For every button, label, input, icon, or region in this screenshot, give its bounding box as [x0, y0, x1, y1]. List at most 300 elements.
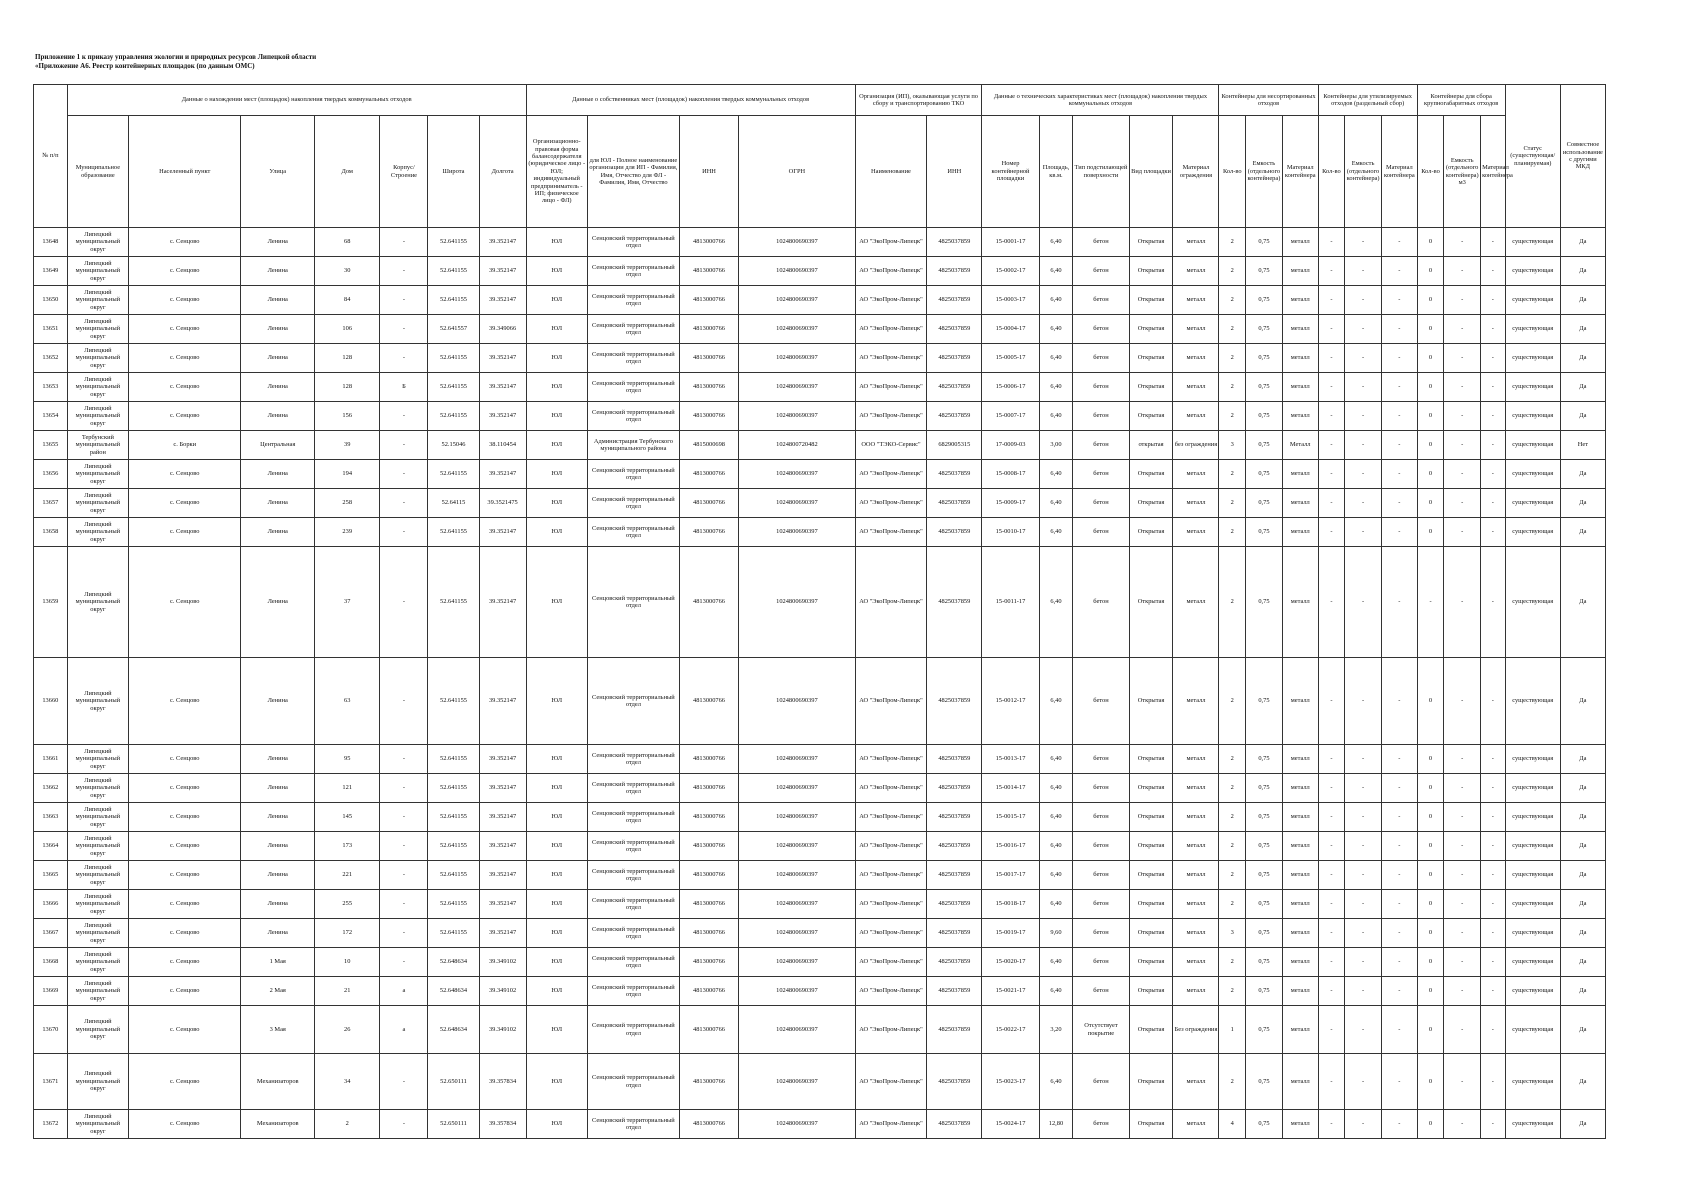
table-cell: с. Сенцово [129, 286, 241, 315]
table-cell: - [1318, 1006, 1345, 1054]
table-cell: существующая [1505, 832, 1560, 861]
table-cell: 4825037859 [927, 518, 982, 547]
registry-body [34, 228, 1606, 1139]
table-cell: - [1345, 890, 1382, 919]
table-cell: Нет [1560, 431, 1605, 460]
table-cell: 0,75 [1246, 402, 1283, 431]
table-cell: 2 [1219, 890, 1246, 919]
table-cell: Сенцовский территориальный отдел [587, 547, 679, 658]
table-cell: Ленина [241, 832, 315, 861]
table-cell: 4813000766 [679, 803, 738, 832]
table-cell: 4825037859 [927, 774, 982, 803]
header-status: Статус (существующая/ планируемая) [1505, 85, 1560, 228]
table-cell: - [1318, 257, 1345, 286]
table-cell: 52.641155 [428, 745, 479, 774]
table-cell: 39.352147 [479, 402, 526, 431]
table-cell: 0 [1417, 977, 1444, 1006]
table-cell: 2 [1219, 977, 1246, 1006]
table-cell: металл [1173, 547, 1219, 658]
table-cell: Да [1560, 315, 1605, 344]
table-cell: - [380, 832, 428, 861]
table-row [34, 373, 1606, 402]
table-cell: АО "ЭкоПром-Липецк" [855, 228, 927, 257]
registry-table [33, 84, 1606, 1139]
table-cell: 52.641557 [428, 315, 479, 344]
table-cell: 2 [1219, 774, 1246, 803]
table-cell: - [1318, 1110, 1345, 1139]
table-cell: 0 [1417, 832, 1444, 861]
table-cell: АО "ЭкоПром-Липецк" [855, 1006, 927, 1054]
table-cell: бетон [1073, 890, 1129, 919]
table-cell: Ленина [241, 890, 315, 919]
table-cell: 52.64115 [428, 489, 479, 518]
table-cell: - [1417, 547, 1444, 658]
table-cell: существующая [1505, 948, 1560, 977]
table-cell: с. Сенцово [129, 803, 241, 832]
table-cell: Сенцовский территориальный отдел [587, 257, 679, 286]
table-cell: - [380, 547, 428, 658]
table-cell: - [1381, 1006, 1417, 1054]
table-cell: АО "ЭкоПром-Липецк" [855, 803, 927, 832]
table-cell: - [1381, 774, 1417, 803]
table-cell: металл [1282, 1110, 1318, 1139]
table-cell: - [1481, 286, 1506, 315]
table-cell: 15-0022-17 [982, 1006, 1039, 1054]
table-cell: 15-0010-17 [982, 518, 1039, 547]
table-cell: а [380, 977, 428, 1006]
table-cell: - [1318, 745, 1345, 774]
table-cell: 0 [1417, 1006, 1444, 1054]
table-cell: Сенцовский территориальный отдел [587, 402, 679, 431]
table-cell: - [380, 257, 428, 286]
table-cell: Да [1560, 861, 1605, 890]
table-cell: 34 [315, 1054, 380, 1110]
table-cell: с. Сенцово [129, 919, 241, 948]
table-cell: металл [1282, 460, 1318, 489]
table-cell: Сенцовский территориальный отдел [587, 861, 679, 890]
table-cell: металл [1282, 832, 1318, 861]
table-cell: АО "ЭкоПром-Липецк" [855, 745, 927, 774]
table-cell: - [380, 658, 428, 745]
table-cell: металл [1173, 890, 1219, 919]
table-cell: с. Сенцово [129, 832, 241, 861]
table-cell: - [1481, 861, 1506, 890]
table-cell: 4813000766 [679, 1006, 738, 1054]
table-row [34, 1054, 1606, 1110]
table-cell: металл [1282, 658, 1318, 745]
table-cell: Липецкий муниципальный округ [67, 373, 128, 402]
table-cell: существующая [1505, 344, 1560, 373]
header-material-separate: Материал контейнера [1381, 116, 1417, 228]
header-surface: Тип подстилающей поверхности [1073, 116, 1129, 228]
table-cell: - [1318, 658, 1345, 745]
table-cell: 4813000766 [679, 658, 738, 745]
table-cell: - [1444, 832, 1481, 861]
table-cell: - [1345, 257, 1382, 286]
table-cell: - [1481, 431, 1506, 460]
table-cell: 239 [315, 518, 380, 547]
table-cell: 1024800720482 [739, 431, 856, 460]
table-cell: 13660 [34, 658, 68, 745]
table-cell: - [1318, 861, 1345, 890]
table-cell: с. Сенцово [129, 228, 241, 257]
table-cell: 52.641155 [428, 803, 479, 832]
table-cell: 0 [1417, 431, 1444, 460]
table-cell: Б [380, 373, 428, 402]
table-cell: металл [1282, 803, 1318, 832]
table-cell: 2 [1219, 315, 1246, 344]
table-cell: - [1318, 803, 1345, 832]
table-cell: Механизаторов [241, 1110, 315, 1139]
table-cell: 84 [315, 286, 380, 315]
table-cell: Да [1560, 228, 1605, 257]
table-cell: металл [1282, 315, 1318, 344]
table-cell: - [1444, 286, 1481, 315]
table-cell: 0,75 [1246, 315, 1283, 344]
table-cell: 0,75 [1246, 373, 1283, 402]
table-cell: существующая [1505, 286, 1560, 315]
table-cell: 3,00 [1039, 431, 1073, 460]
header-inn: ИНН [679, 116, 738, 228]
table-cell: 4813000766 [679, 890, 738, 919]
table-cell: - [1481, 745, 1506, 774]
table-cell: 1024800690397 [739, 344, 856, 373]
table-row [34, 518, 1606, 547]
table-cell: 255 [315, 890, 380, 919]
table-cell: 39.352147 [479, 745, 526, 774]
table-cell: Сенцовский территориальный отдел [587, 832, 679, 861]
table-cell: - [1345, 803, 1382, 832]
table-cell: - [1318, 373, 1345, 402]
table-cell: 1024800690397 [739, 861, 856, 890]
table-cell: 39.349066 [479, 315, 526, 344]
table-cell: 4813000766 [679, 977, 738, 1006]
table-cell: 2 [1219, 402, 1246, 431]
table-cell: металл [1282, 1054, 1318, 1110]
table-cell: Сенцовский территориальный отдел [587, 919, 679, 948]
table-cell: Липецкий муниципальный округ [67, 919, 128, 948]
table-cell: - [1444, 658, 1481, 745]
table-cell: 2 [1219, 286, 1246, 315]
table-cell: существующая [1505, 431, 1560, 460]
table-cell: 13670 [34, 1006, 68, 1054]
table-cell: металл [1173, 1110, 1219, 1139]
table-cell: 39.352147 [479, 832, 526, 861]
table-cell: бетон [1073, 774, 1129, 803]
table-cell: открытая [1129, 431, 1173, 460]
table-cell: бетон [1073, 1054, 1129, 1110]
table-cell: Механизаторов [241, 1054, 315, 1110]
table-cell: Да [1560, 745, 1605, 774]
table-cell: - [1481, 518, 1506, 547]
table-cell: 6,40 [1039, 948, 1073, 977]
table-cell: - [1318, 1054, 1345, 1110]
table-cell: Сенцовский территориальный отдел [587, 373, 679, 402]
table-cell: - [380, 286, 428, 315]
table-cell: существующая [1505, 803, 1560, 832]
table-cell: АО "ЭкоПром-Липецк" [855, 861, 927, 890]
table-cell: 39.352147 [479, 518, 526, 547]
table-cell: 15-0019-17 [982, 919, 1039, 948]
table-cell: - [1381, 547, 1417, 658]
table-row [34, 228, 1606, 257]
table-cell: существующая [1505, 1006, 1560, 1054]
table-cell: - [1318, 489, 1345, 518]
table-cell: - [1381, 228, 1417, 257]
table-cell: 0 [1417, 257, 1444, 286]
table-cell: 6,40 [1039, 286, 1073, 315]
table-cell: Да [1560, 1054, 1605, 1110]
table-cell: 1024800690397 [739, 745, 856, 774]
table-cell: существующая [1505, 547, 1560, 658]
table-cell: существующая [1505, 518, 1560, 547]
table-cell: бетон [1073, 832, 1129, 861]
table-cell: 15-0011-17 [982, 547, 1039, 658]
table-cell: 13653 [34, 373, 68, 402]
table-cell: ЮЛ [526, 518, 587, 547]
table-cell: - [1381, 489, 1417, 518]
table-cell: Да [1560, 832, 1605, 861]
table-cell: металл [1173, 489, 1219, 518]
table-cell: 52.641155 [428, 832, 479, 861]
table-cell: 0,75 [1246, 286, 1283, 315]
header-count-unsorted: Кол-во [1219, 116, 1246, 228]
table-cell: 4813000766 [679, 832, 738, 861]
table-cell: - [1444, 344, 1481, 373]
table-cell: металл [1173, 774, 1219, 803]
table-cell: Да [1560, 518, 1605, 547]
table-cell: 1024800690397 [739, 658, 856, 745]
table-cell: 13659 [34, 547, 68, 658]
table-cell: 52.641155 [428, 658, 479, 745]
table-cell: 0,75 [1246, 489, 1283, 518]
table-cell: металл [1173, 402, 1219, 431]
table-cell: 4813000766 [679, 518, 738, 547]
table-row [34, 745, 1606, 774]
table-cell: 1024800690397 [739, 547, 856, 658]
table-cell: 15-0014-17 [982, 774, 1039, 803]
title-line-1: Приложение 1 к приказу управления экологии и природных ресурсов Липецкой области [35, 53, 317, 61]
table-cell: 6,40 [1039, 460, 1073, 489]
table-cell: Открытая [1129, 832, 1173, 861]
table-cell: АО "ЭкоПром-Липецк" [855, 373, 927, 402]
table-cell: Открытая [1129, 518, 1173, 547]
table-cell: ЮЛ [526, 373, 587, 402]
table-cell: Открытая [1129, 315, 1173, 344]
table-cell: с. Сенцово [129, 890, 241, 919]
table-cell: Липецкий муниципальный округ [67, 832, 128, 861]
table-cell: Открытая [1129, 460, 1173, 489]
header-num: № п/п [34, 85, 68, 228]
table-cell: 2 [1219, 228, 1246, 257]
header-operator-name: Наименование [855, 116, 927, 228]
table-cell: 52.650111 [428, 1110, 479, 1139]
table-cell: - [1444, 745, 1481, 774]
table-cell: АО "ЭкоПром-Липецк" [855, 890, 927, 919]
table-cell: 4813000766 [679, 402, 738, 431]
table-cell: 6829005315 [927, 431, 982, 460]
table-cell: - [1345, 977, 1382, 1006]
table-cell: 4813000766 [679, 286, 738, 315]
table-cell: Ленина [241, 402, 315, 431]
table-cell: существующая [1505, 861, 1560, 890]
table-cell: 52.641155 [428, 919, 479, 948]
table-cell: 2 [1219, 861, 1246, 890]
table-cell: 128 [315, 344, 380, 373]
table-cell: а [380, 1006, 428, 1054]
table-cell: Открытая [1129, 890, 1173, 919]
table-cell: металл [1282, 919, 1318, 948]
table-cell: 15-0001-17 [982, 228, 1039, 257]
table-cell: - [1345, 1054, 1382, 1110]
table-cell: 13654 [34, 402, 68, 431]
table-cell: - [1318, 774, 1345, 803]
table-cell: 52.641155 [428, 257, 479, 286]
table-cell: 13651 [34, 315, 68, 344]
table-cell: 13661 [34, 745, 68, 774]
table-cell: 4813000766 [679, 861, 738, 890]
table-cell: бетон [1073, 518, 1129, 547]
table-cell: 4825037859 [927, 373, 982, 402]
table-cell: - [1444, 228, 1481, 257]
table-cell: Сенцовский территориальный отдел [587, 286, 679, 315]
table-cell: - [1381, 344, 1417, 373]
table-cell: - [380, 518, 428, 547]
table-cell: 39.349102 [479, 948, 526, 977]
table-cell: - [1381, 658, 1417, 745]
table-cell: - [1481, 315, 1506, 344]
table-cell: 0,75 [1246, 344, 1283, 373]
table-cell: 13657 [34, 489, 68, 518]
table-cell: 52.641155 [428, 774, 479, 803]
table-cell: 52.650111 [428, 1054, 479, 1110]
table-cell: 6,40 [1039, 774, 1073, 803]
table-cell: 13671 [34, 1054, 68, 1110]
table-cell: 52.648634 [428, 948, 479, 977]
table-cell: 15-0007-17 [982, 402, 1039, 431]
table-cell: бетон [1073, 489, 1129, 518]
table-cell: 3 [1219, 431, 1246, 460]
table-cell: существующая [1505, 745, 1560, 774]
table-cell: - [1345, 948, 1382, 977]
header-area: Площадь, кв.м. [1039, 116, 1073, 228]
table-cell: 2 [1219, 460, 1246, 489]
table-cell: 39.352147 [479, 919, 526, 948]
table-cell: Да [1560, 803, 1605, 832]
table-cell: существующая [1505, 1054, 1560, 1110]
table-cell: металл [1282, 402, 1318, 431]
table-cell: 0 [1417, 228, 1444, 257]
table-cell: 4825037859 [927, 890, 982, 919]
table-cell: 15-0008-17 [982, 460, 1039, 489]
table-cell: Липецкий муниципальный округ [67, 315, 128, 344]
table-cell: АО "ЭкоПром-Липецк" [855, 489, 927, 518]
table-cell: 0 [1417, 919, 1444, 948]
table-cell: 106 [315, 315, 380, 344]
table-cell: с. Сенцово [129, 658, 241, 745]
table-cell: существующая [1505, 919, 1560, 948]
group-operator: Организация (ИП), оказывающая услуги по сбору и транспортированию ТКО [855, 85, 982, 116]
table-cell: - [1444, 890, 1481, 919]
table-cell: бетон [1073, 344, 1129, 373]
table-cell: Ленина [241, 745, 315, 774]
table-cell: 6,40 [1039, 1054, 1073, 1110]
table-cell: металл [1282, 373, 1318, 402]
table-cell: - [1318, 832, 1345, 861]
table-cell: 37 [315, 547, 380, 658]
table-cell: ЮЛ [526, 977, 587, 1006]
table-cell: бетон [1073, 745, 1129, 774]
table-cell: ЮЛ [526, 803, 587, 832]
table-cell: металл [1282, 774, 1318, 803]
table-cell: - [1345, 431, 1382, 460]
table-cell: Да [1560, 286, 1605, 315]
table-cell: 6,40 [1039, 547, 1073, 658]
table-cell: - [1381, 286, 1417, 315]
table-cell: - [1318, 344, 1345, 373]
table-cell: Открытая [1129, 803, 1173, 832]
table-cell: металл [1173, 745, 1219, 774]
table-cell: 63 [315, 658, 380, 745]
table-cell: 2 [1219, 658, 1246, 745]
table-cell: - [1345, 547, 1382, 658]
table-cell: - [1381, 315, 1417, 344]
table-cell: - [1345, 315, 1382, 344]
table-cell: Да [1560, 1006, 1605, 1054]
table-cell: - [1481, 919, 1506, 948]
table-cell: 3 Мая [241, 1006, 315, 1054]
table-cell: 39.352147 [479, 861, 526, 890]
table-cell: - [1318, 315, 1345, 344]
table-cell: Да [1560, 257, 1605, 286]
table-cell: - [1345, 373, 1382, 402]
table-cell: 39.352147 [479, 228, 526, 257]
table-cell: 121 [315, 774, 380, 803]
table-cell: 1024800690397 [739, 402, 856, 431]
table-cell: Сенцовский территориальный отдел [587, 315, 679, 344]
table-row [34, 774, 1606, 803]
table-cell: 2 Мая [241, 977, 315, 1006]
table-cell: - [380, 489, 428, 518]
table-cell: 15-0003-17 [982, 286, 1039, 315]
table-cell: 0,75 [1246, 1006, 1283, 1054]
table-cell: 4813000766 [679, 1054, 738, 1110]
table-cell: 1024800690397 [739, 315, 856, 344]
table-cell: 13662 [34, 774, 68, 803]
table-cell: Ленина [241, 257, 315, 286]
table-cell: 39.349102 [479, 1006, 526, 1054]
table-row [34, 286, 1606, 315]
table-cell: 0,75 [1246, 803, 1283, 832]
table-cell: 15-0017-17 [982, 861, 1039, 890]
table-cell: металл [1173, 257, 1219, 286]
table-cell: 0 [1417, 890, 1444, 919]
table-cell: металл [1173, 373, 1219, 402]
table-cell: бетон [1073, 228, 1129, 257]
table-cell: Сенцовский территориальный отдел [587, 1054, 679, 1110]
table-cell: - [380, 402, 428, 431]
table-cell: 2 [1219, 344, 1246, 373]
table-cell: АО "ЭкоПром-Липецк" [855, 1054, 927, 1110]
table-cell: 39.352147 [479, 774, 526, 803]
table-cell: - [1381, 402, 1417, 431]
table-cell: 39.352147 [479, 658, 526, 745]
table-cell: 52.648634 [428, 1006, 479, 1054]
table-cell: - [1318, 518, 1345, 547]
table-cell: Центральная [241, 431, 315, 460]
table-cell: 13648 [34, 228, 68, 257]
table-cell: 6,40 [1039, 803, 1073, 832]
